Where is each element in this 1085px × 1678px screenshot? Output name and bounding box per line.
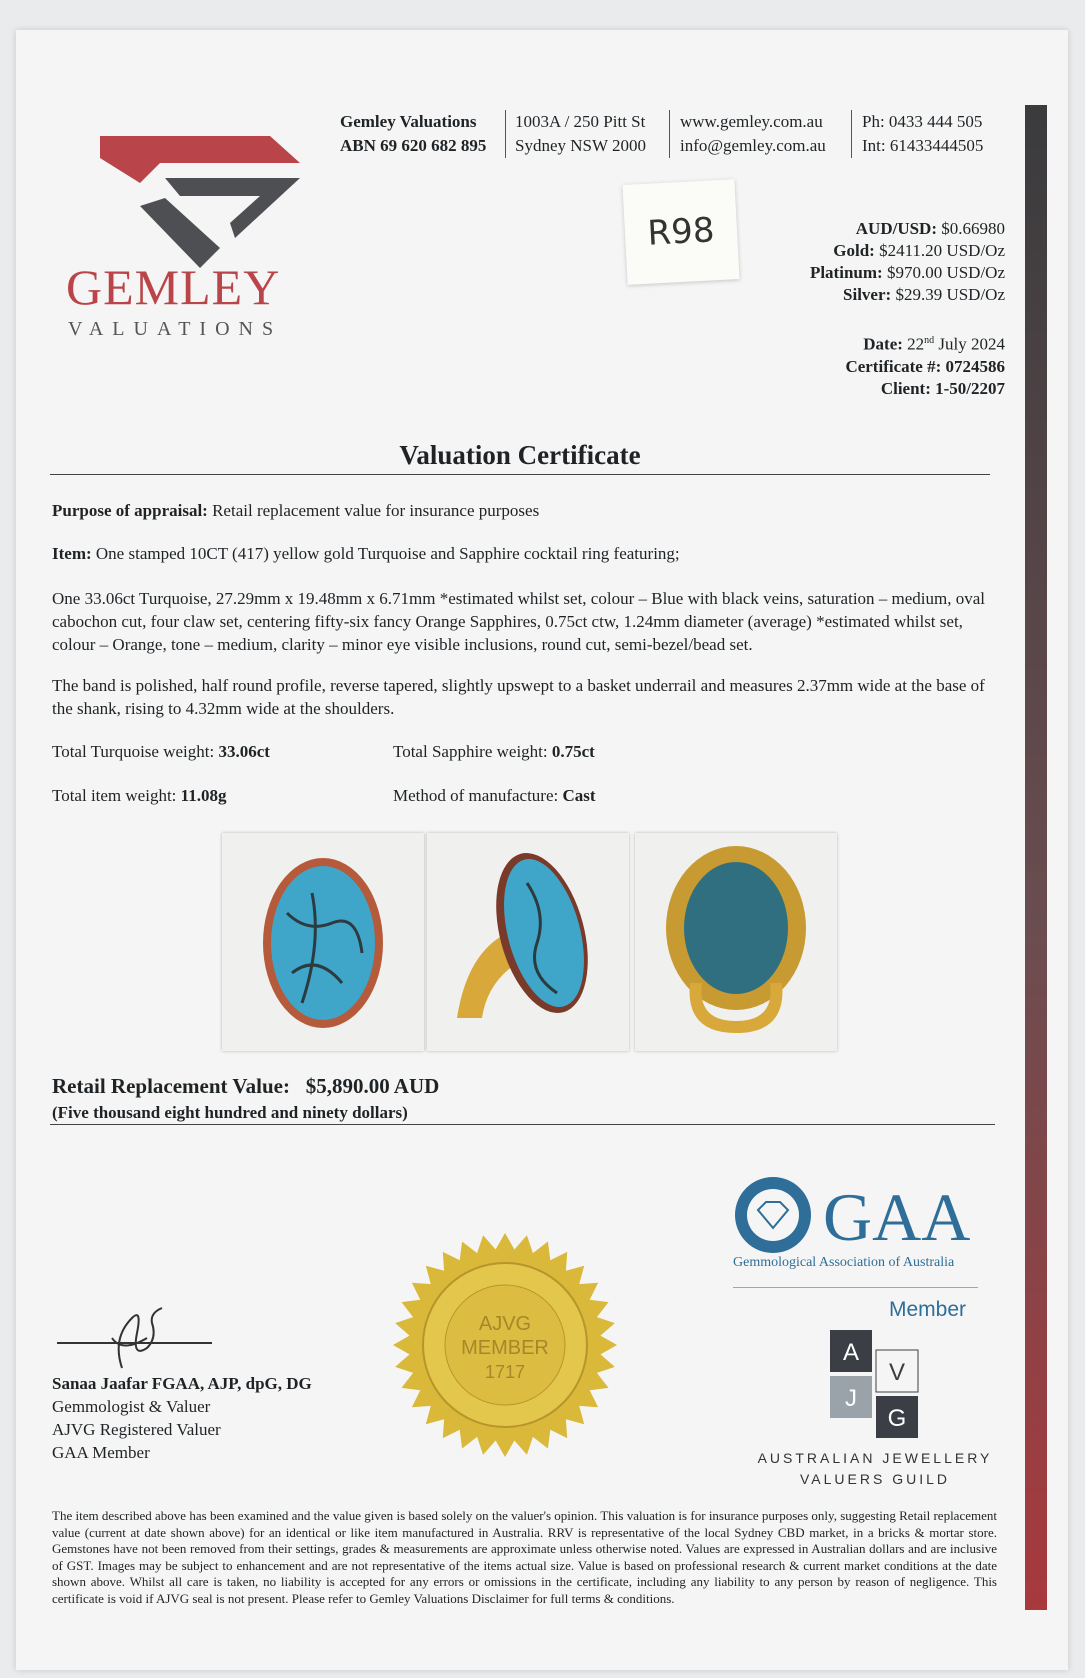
retail-value [52,1074,439,1099]
signer-role-3: GAA Member [52,1443,150,1462]
retail-value-amount: $5,890.00 AUD [305,1074,440,1098]
ajvg-letter-g: G [887,1405,907,1432]
brand-sub: VALUATIONS [68,318,283,340]
address-line-1: 1003A / 250 Pitt St [515,112,646,131]
value-rule [50,1124,995,1125]
seal-text-1: AJVG [478,1313,532,1335]
header-divider [505,110,506,158]
ajvg-letter-a: A [842,1339,860,1366]
aud-value: $0.66980 [941,219,1005,238]
retail-value-label: Retail Replacement Value: [52,1074,290,1098]
address-line-2: Sydney NSW 2000 [515,136,646,155]
signer-name: Sanaa Jaafar FGAA, AJP, dpG, DG [52,1374,312,1393]
manufacture-method [393,784,793,807]
certificate-meta [845,330,1005,400]
seal-number: 1717 [484,1362,526,1382]
page-title: Valuation Certificate [399,440,641,470]
date-suffix: nd [924,335,935,346]
platinum-label: Platinum: [809,263,883,282]
item-weight [52,784,372,807]
method-label: Method of manufacture: [393,786,559,805]
stone-description: One 33.06ct Turquoise, 27.29mm x 19.48mm x 6.71mm *estimated whilst set, colour – Blue with black veins, saturation – medium, oval cabochon cut, four claw set, centering fifty-six fancy Orange Sapphires, 0.75ct ctw, 1.24mm diameter (average) *estimated whilst set, colour – Orange, tone – medium, clarity – minor eye visible inclusions, round cut, semi-bezel/bead set. [52,589,986,654]
title-rule [50,474,990,475]
contact-phone [862,110,983,158]
company-abn: ABN 69 620 682 895 [340,136,487,155]
ajvg-logo-icon [830,1330,920,1440]
gaa-emblem-inner [747,1189,799,1241]
back-stone [684,862,788,994]
sapphire-weight [393,740,793,763]
certificate-label: Certificate #: [845,356,942,376]
gaa-rule [733,1287,978,1288]
purpose-label: Purpose of appraisal: [52,501,208,520]
disclaimer-text: The item described above has been examined and the value given is based solely on the valuer's opinion. This valuation is for insurance purposes only, suggesting Retail replacement value (current at date shown above) for an identical or like item manufactured in Australia. RRV is representative of the local Sydney CBD market, in a bricks & mortar store. Gemstones have not been removed from their settings, grades & measurements are approximate unless otherwise noted. Values are expressed in Australian dollars and are inclusive of GST. Images may be subject to enhancement and are not representative of the items actual size. Value is based on professional research & current market conditions at the date shown above. Whilst all care is taken, no liability is accepted for any errors or omissions in the certificate, including any liability to any person by reason of negligence. This certificate is void if AJVG seal is not present. Please refer to Gemley Valuations Disclaimer for full terms & conditions. [52,1508,997,1606]
client-label: Client: [880,378,931,398]
silver-label: Silver: [843,285,892,304]
aud-label: AUD/USD: [855,219,937,238]
purpose-text: Retail replacement value for insurance purposes [212,501,540,520]
certificate-number: 0724586 [945,356,1005,376]
contact-web [680,110,826,158]
website-link: www.gemley.com.au [680,112,823,131]
company-name: Gemley Valuations [340,112,477,131]
signature-stroke [57,1308,212,1368]
signer-block [52,1372,312,1464]
contact-company [340,110,486,158]
gaa-acronym: GAA [823,1179,971,1255]
edge-color-bar [1025,105,1047,1610]
logo-top-shape [100,136,300,183]
turquoise-weight [52,740,372,763]
header-divider [669,110,670,158]
ring-photo-back [635,833,837,1051]
metal-rates [810,218,1005,306]
band-description: The band is polished, half round profile, reverse tapered, slightly upswept to a basket underrail and measures 2.37mm wide at the base of the shank, rising to 4.32mm wide at the shoulders. [52,676,985,718]
signature-icon [52,1298,222,1378]
item-weight-label: Total item weight: [52,786,177,805]
item-weight-value: 11.08g [180,786,227,805]
ajvg-name [750,1448,1000,1490]
gold-label: Gold: [833,241,875,260]
handwritten-sticky-note: R98 [622,179,739,285]
signer-role-1: Gemmologist & Valuer [52,1397,211,1416]
platinum-value: $970.00 USD/Oz [886,263,1005,282]
header-divider [851,110,852,158]
intl-phone: Int: 61433444505 [862,136,984,155]
item-text: One stamped 10CT (417) yellow gold Turquoise and Sapphire cocktail ring featuring; [95,544,680,563]
ring-photo-side [427,833,629,1051]
silver-value: $29.39 USD/Oz [895,285,1005,304]
seal-text-2: MEMBER [461,1337,549,1359]
purpose-paragraph [52,499,992,522]
item-label: Item: [52,544,92,563]
date-label: Date: [863,334,903,354]
ajvg-line-2: VALUERS GUILD [800,1471,950,1487]
client-number: 1-50/2207 [935,378,1005,398]
brand-name: GEMLEY [66,259,281,315]
ajvg-letter-j: J [845,1385,857,1412]
ajvg-letter-v: V [888,1359,906,1386]
date-rest: July 2024 [938,334,1005,354]
email-link: info@gemley.com.au [680,136,826,155]
retail-value-words: (Five thousand eight hundred and ninety dollars) [52,1103,408,1122]
method-value: Cast [562,786,596,805]
signer-role-2: AJVG Registered Valuer [52,1420,221,1439]
ring-photo-front [222,833,424,1051]
gold-value: $2411.20 USD/Oz [879,241,1005,260]
turquoise-weight-value: 33.06ct [218,742,270,761]
contact-address [515,110,646,158]
date-day: 22 [907,334,925,354]
gaa-full-name: Gemmological Association of Australia [733,1255,955,1270]
item-paragraph [52,542,992,565]
ajvg-line-1: AUSTRALIAN JEWELLERY [757,1450,993,1466]
turquoise-weight-label: Total Turquoise weight: [52,742,215,761]
phone: Ph: 0433 444 505 [862,112,983,131]
gaa-member: Member [889,1298,967,1321]
ajvg-seal-icon [390,1230,620,1460]
sapphire-weight-value: 0.75ct [551,742,595,761]
sapphire-weight-label: Total Sapphire weight: [393,742,548,761]
